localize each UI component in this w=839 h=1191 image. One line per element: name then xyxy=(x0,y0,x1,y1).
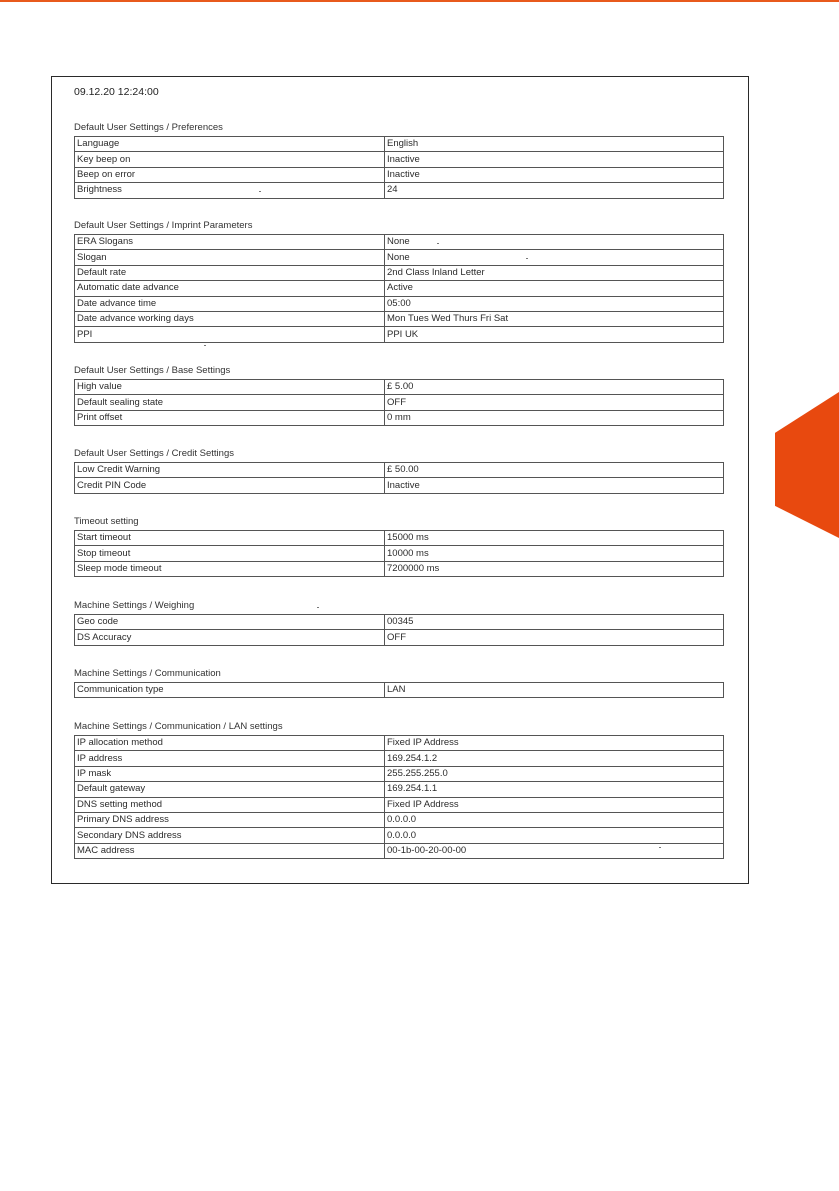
setting-name: Start timeout xyxy=(75,531,385,546)
setting-name: Key beep on xyxy=(75,152,385,167)
section-communication xyxy=(74,667,724,698)
table-row xyxy=(75,250,724,265)
setting-value: OFF xyxy=(385,395,724,410)
setting-name: Date advance working days xyxy=(75,311,385,326)
setting-name: High value xyxy=(75,380,385,395)
table-row xyxy=(75,531,724,546)
section-preferences xyxy=(74,121,724,199)
setting-value: English xyxy=(385,137,724,152)
table-row xyxy=(75,615,724,630)
setting-value: 00345 xyxy=(385,615,724,630)
setting-value: 05:00 xyxy=(385,296,724,311)
table-row xyxy=(75,766,724,781)
setting-value: Fixed IP Address xyxy=(385,736,724,751)
table-row xyxy=(75,683,724,698)
setting-value: 0.0.0.0 xyxy=(385,812,724,827)
setting-name: Low Credit Warning xyxy=(75,463,385,478)
setting-name: Sleep mode timeout xyxy=(75,561,385,576)
setting-name: Date advance time xyxy=(75,296,385,311)
table-row xyxy=(75,395,724,410)
setting-name: Default gateway xyxy=(75,782,385,797)
settings-table xyxy=(74,614,724,646)
setting-name: DS Accuracy xyxy=(75,630,385,645)
table-row xyxy=(75,630,724,645)
setting-value: £ 50.00 xyxy=(385,463,724,478)
setting-name: Credit PIN Code xyxy=(75,478,385,493)
table-row xyxy=(75,380,724,395)
setting-name: PPI xyxy=(75,327,385,342)
setting-value: 7200000 ms xyxy=(385,561,724,576)
setting-value: Mon Tues Wed Thurs Fri Sat xyxy=(385,311,724,326)
scan-speck xyxy=(204,345,206,346)
setting-value: Inactive xyxy=(385,152,724,167)
settings-table xyxy=(74,136,724,199)
table-row xyxy=(75,797,724,812)
setting-name: DNS setting method xyxy=(75,797,385,812)
setting-value: 169.254.1.2 xyxy=(385,751,724,766)
setting-value: 24 xyxy=(385,183,724,198)
settings-table xyxy=(74,234,724,343)
setting-value: 169.254.1.1 xyxy=(385,782,724,797)
top-rule xyxy=(0,0,839,12)
setting-value: LAN xyxy=(385,683,724,698)
table-row xyxy=(75,463,724,478)
scan-speck xyxy=(659,847,661,848)
setting-name: ERA Slogans xyxy=(75,235,385,250)
section-imprint-parameters xyxy=(74,219,724,343)
section-title: Timeout setting xyxy=(74,516,139,527)
setting-name: Communication type xyxy=(75,683,385,698)
table-row xyxy=(75,235,724,250)
setting-value: PPI UK xyxy=(385,327,724,342)
section-lan-settings xyxy=(74,720,724,859)
setting-name: Brightness xyxy=(75,183,385,198)
table-row xyxy=(75,281,724,296)
setting-value: 00-1b-00-20-00-00 xyxy=(385,843,724,858)
setting-value: 255.255.255.0 xyxy=(385,766,724,781)
setting-name: Default sealing state xyxy=(75,395,385,410)
table-row xyxy=(75,167,724,182)
setting-name: IP mask xyxy=(75,766,385,781)
setting-name: Geo code xyxy=(75,615,385,630)
table-row xyxy=(75,828,724,843)
setting-name: IP allocation method xyxy=(75,736,385,751)
setting-value: 10000 ms xyxy=(385,546,724,561)
settings-table xyxy=(74,682,724,698)
settings-table xyxy=(74,379,724,426)
table-row xyxy=(75,812,724,827)
setting-value: Inactive xyxy=(385,167,724,182)
table-row xyxy=(75,736,724,751)
setting-value: 15000 ms xyxy=(385,531,724,546)
setting-name: Stop timeout xyxy=(75,546,385,561)
setting-name: Language xyxy=(75,137,385,152)
section-title: Default User Settings / Imprint Parameters xyxy=(74,220,253,231)
table-row xyxy=(75,546,724,561)
setting-name: Default rate xyxy=(75,265,385,280)
section-weighing xyxy=(74,599,724,646)
table-row xyxy=(75,183,724,198)
setting-value: Fixed IP Address xyxy=(385,797,724,812)
table-row xyxy=(75,327,724,342)
section-title: Default User Settings / Preferences xyxy=(74,122,223,133)
setting-name: IP address xyxy=(75,751,385,766)
section-timeout-setting xyxy=(74,515,724,577)
report-timestamp: 09.12.20 12:24:00 xyxy=(74,86,159,98)
scan-speck xyxy=(526,258,528,259)
setting-name: Beep on error xyxy=(75,167,385,182)
scan-speck xyxy=(437,243,439,244)
section-title: Machine Settings / Communication / LAN settings xyxy=(74,721,283,732)
table-row xyxy=(75,152,724,167)
setting-value: 0.0.0.0 xyxy=(385,828,724,843)
settings-table xyxy=(74,530,724,577)
scan-speck xyxy=(317,607,319,608)
setting-value: None xyxy=(385,250,724,265)
setting-name: Slogan xyxy=(75,250,385,265)
section-base-settings xyxy=(74,364,724,426)
setting-value: £ 5.00 xyxy=(385,380,724,395)
table-row xyxy=(75,782,724,797)
section-title: Machine Settings / Weighing xyxy=(74,600,195,611)
table-row xyxy=(75,751,724,766)
settings-table xyxy=(74,735,724,859)
section-title: Machine Settings / Communication xyxy=(74,668,221,679)
scanned-settings-report xyxy=(51,76,749,884)
setting-name: Secondary DNS address xyxy=(75,828,385,843)
setting-name: Automatic date advance xyxy=(75,281,385,296)
table-row xyxy=(75,311,724,326)
settings-table xyxy=(74,462,724,494)
setting-value: OFF xyxy=(385,630,724,645)
setting-value: Inactive xyxy=(385,478,724,493)
table-row xyxy=(75,478,724,493)
table-row xyxy=(75,296,724,311)
table-row xyxy=(75,561,724,576)
setting-value: Active xyxy=(385,281,724,296)
setting-value: None xyxy=(385,235,724,250)
section-title: Default User Settings / Base Settings xyxy=(74,365,231,376)
setting-name: Primary DNS address xyxy=(75,812,385,827)
setting-value: 2nd Class Inland Letter xyxy=(385,265,724,280)
chapter-tab xyxy=(775,392,839,538)
table-row xyxy=(75,265,724,280)
section-title: Default User Settings / Credit Settings xyxy=(74,448,234,459)
setting-name: Print offset xyxy=(75,410,385,425)
setting-value: 0 mm xyxy=(385,410,724,425)
table-row xyxy=(75,137,724,152)
section-credit-settings xyxy=(74,447,724,494)
scan-speck xyxy=(259,191,261,192)
table-row xyxy=(75,410,724,425)
setting-name: MAC address xyxy=(75,843,385,858)
table-row xyxy=(75,843,724,858)
